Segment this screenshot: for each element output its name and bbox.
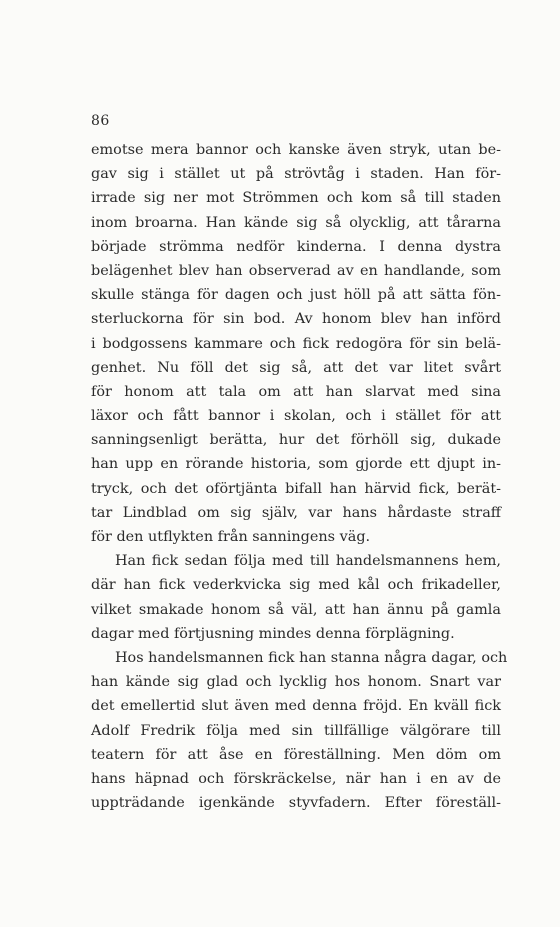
paragraph-start-line: Hos handelsmannen fick han stanna några dagar, och <box>115 649 508 666</box>
text-line: irrade sig ner mot Strömmen och kom så till staden <box>91 190 501 207</box>
text-line: läxor och fått bannor i skolan, och i stället för att <box>91 408 501 425</box>
text-line: vilket smakade honom så väl, att han ännu på gamla <box>91 601 501 618</box>
text-line: tryck, och det oförtjänta bifall han härvid fick, berät- <box>91 480 501 497</box>
text-line: Adolf Fredrik följa med sin tillfällige välgörare till <box>91 722 501 739</box>
text-line: började strömma nedför kinderna. I denna dystra <box>91 238 501 255</box>
text-line: genhet. Nu föll det sig så, att det var litet svårt <box>91 359 501 376</box>
text-line: han kände sig glad och lycklig hos honom. Snart var <box>91 674 501 691</box>
body-text <box>91 138 508 815</box>
text-line: där han fick vederkvicka sig med kål och frikadeller, <box>91 577 501 594</box>
paragraph-end-line: dagar med förtjusning mindes denna förplägning. <box>91 625 455 642</box>
text-line: gav sig i stället ut på strövtåg i staden. Han för- <box>91 166 501 183</box>
paragraph-start-line: Han fick sedan följa med till handelsmannens hem, <box>115 553 501 570</box>
text-line: hans häpnad och förskräckelse, när han i en av de <box>91 770 501 787</box>
text-line: för honom att tala om att han slarvat med sina <box>91 383 501 400</box>
text-line: inom broarna. Han kände sig så olycklig, att tårarna <box>91 214 501 231</box>
page-number: 86 <box>91 113 110 129</box>
text-line: uppträdande igenkände styvfadern. Efter föreställ- <box>91 795 501 812</box>
text-line: emotse mera bannor och kanske även stryk, utan be- <box>91 142 501 158</box>
text-line: det emellertid slut även med denna fröjd. En kväll fick <box>91 698 501 715</box>
text-line: han upp en rörande historia, som gjorde ett djupt in- <box>91 456 501 473</box>
text-line: skulle stänga för dagen och just höll på att sätta fön- <box>91 287 501 304</box>
text-line: sterluckorna för sin bod. Av honom blev han införd <box>91 311 501 328</box>
text-line: sanningsenligt berätta, hur det förhöll sig, dukade <box>91 432 501 449</box>
text-line: i bodgossens kammare och fick redogöra för sin belä- <box>91 335 501 352</box>
text-line: tar Lindblad om sig själv, var hans hårdaste straff <box>91 504 501 521</box>
paragraph-end-line: för den utflykten från sanningens väg. <box>91 529 371 545</box>
text-line: teatern för att åse en föreställning. Men döm om <box>91 746 501 763</box>
text-line: belägenhet blev han observerad av en handlande, som <box>91 262 501 279</box>
